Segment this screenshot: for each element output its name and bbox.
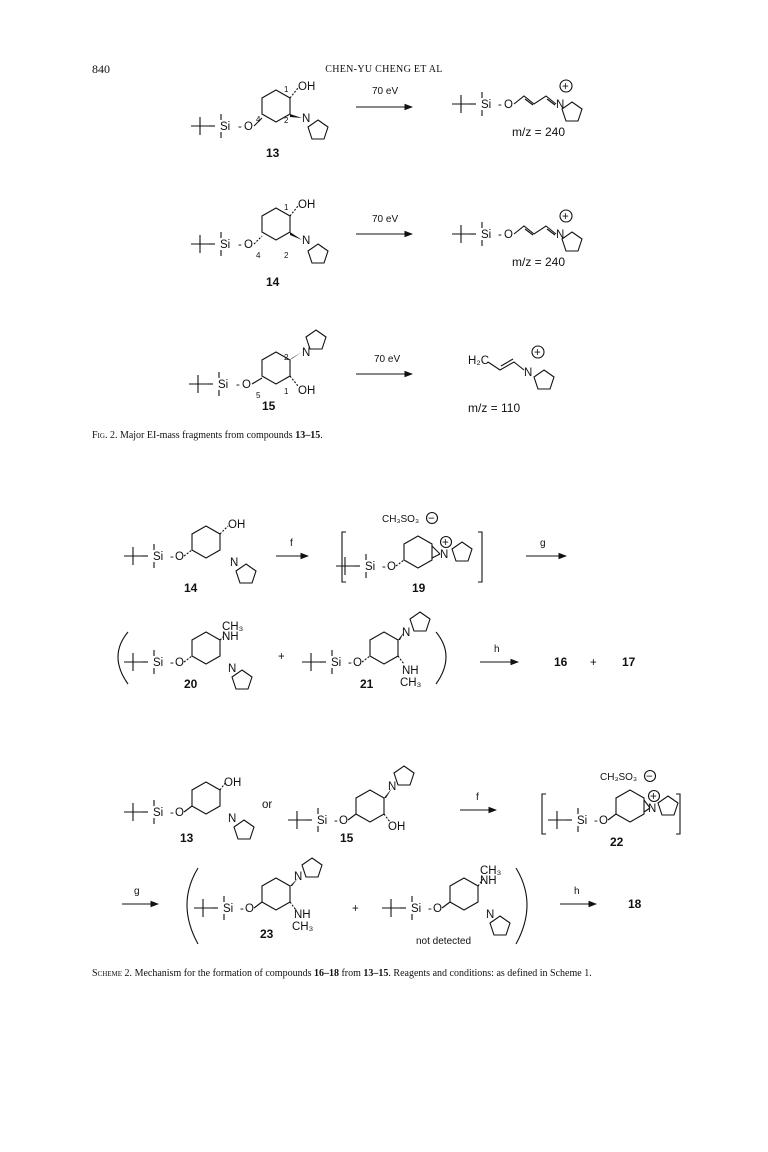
scheme-compound-15: 15 bbox=[340, 831, 354, 845]
scheme-compound-23: 23 bbox=[260, 927, 274, 941]
svg-text:Si: Si bbox=[153, 551, 164, 563]
svg-text:Si: Si bbox=[577, 815, 588, 827]
svg-text:Si: Si bbox=[411, 903, 422, 915]
oh-label: OH bbox=[298, 81, 316, 93]
compound-13: 13 bbox=[266, 146, 280, 160]
scheme-compound-13: 13 bbox=[180, 831, 194, 845]
svg-text:N: N bbox=[230, 557, 239, 569]
scheme-compound-22: 22 bbox=[610, 835, 624, 849]
svg-text:N: N bbox=[524, 367, 533, 379]
svg-text:O: O bbox=[175, 657, 184, 669]
svg-text:-: - bbox=[348, 657, 352, 669]
svg-text:O: O bbox=[433, 903, 442, 915]
svg-text:Si: Si bbox=[223, 903, 234, 915]
svg-text:N: N bbox=[440, 549, 449, 561]
svg-text:-: - bbox=[170, 551, 174, 563]
svg-text:−: − bbox=[646, 771, 653, 783]
svg-text:O: O bbox=[175, 551, 184, 563]
svg-text:NH: NH bbox=[222, 631, 239, 643]
svg-text:-: - bbox=[170, 657, 174, 669]
scheme-compound-17: 17 bbox=[622, 655, 636, 669]
svg-text:Si: Si bbox=[365, 561, 376, 573]
svg-text:O: O bbox=[242, 379, 251, 391]
svg-text:-: - bbox=[498, 229, 502, 241]
svg-text:N: N bbox=[648, 803, 657, 815]
svg-text:+: + bbox=[442, 537, 449, 549]
scheme-compound-20: 20 bbox=[184, 677, 198, 691]
svg-text:2: 2 bbox=[284, 116, 289, 125]
svg-text:Si: Si bbox=[481, 99, 492, 111]
svg-text:Si: Si bbox=[153, 807, 164, 819]
svg-text:5: 5 bbox=[256, 391, 261, 400]
svg-text:O: O bbox=[504, 99, 513, 111]
fig2-row-14 bbox=[191, 199, 582, 289]
mz-110: m/z = 110 bbox=[468, 401, 521, 415]
or-label: or bbox=[262, 799, 273, 811]
svg-text:N: N bbox=[228, 663, 237, 675]
mz-240: m/z = 240 bbox=[512, 125, 566, 139]
svg-text:-: - bbox=[170, 807, 174, 819]
scheme2-step3 bbox=[124, 766, 680, 849]
svg-text:+: + bbox=[278, 651, 285, 663]
svg-text:-: - bbox=[240, 903, 244, 915]
svg-text:-: - bbox=[334, 815, 338, 827]
svg-text:N: N bbox=[486, 909, 495, 921]
scheme-compound-21: 21 bbox=[360, 677, 374, 691]
scheme2-caption: Scheme 2. Mechanism for the formation of compounds 16–18 from 13–15. Reagents and conditions: as defined in Scheme 1. bbox=[92, 968, 592, 979]
condition-70ev: 70 eV bbox=[372, 86, 399, 97]
compound-15: 15 bbox=[262, 399, 276, 413]
svg-text:+: + bbox=[562, 81, 569, 93]
svg-text:O: O bbox=[339, 815, 348, 827]
svg-text:CH₃: CH₃ bbox=[480, 865, 502, 877]
fig2-row-15 bbox=[189, 330, 554, 415]
svg-text:OH: OH bbox=[298, 385, 316, 397]
svg-text:f: f bbox=[476, 792, 479, 803]
svg-text:-: - bbox=[594, 815, 598, 827]
svg-text:1: 1 bbox=[284, 387, 289, 396]
running-title: CHEN-YU CHENG ET AL bbox=[325, 64, 443, 75]
svg-text:Si: Si bbox=[331, 657, 342, 669]
svg-text:4: 4 bbox=[256, 115, 261, 124]
svg-text:NH: NH bbox=[402, 665, 419, 677]
svg-text:+: + bbox=[590, 657, 597, 669]
scheme-compound-18: 18 bbox=[628, 897, 642, 911]
svg-text:-: - bbox=[238, 239, 242, 251]
svg-text:-: - bbox=[238, 121, 242, 133]
svg-text:+: + bbox=[534, 347, 541, 359]
fig2-row-13 bbox=[191, 80, 582, 160]
svg-text:OH: OH bbox=[228, 519, 246, 531]
scheme-compound-14: 14 bbox=[184, 581, 198, 595]
svg-text:O: O bbox=[244, 239, 253, 251]
svg-text:CH₃: CH₃ bbox=[400, 677, 422, 689]
svg-text:NH: NH bbox=[480, 875, 497, 887]
reagent-f: f bbox=[290, 538, 293, 549]
scheme-compound-19: 19 bbox=[412, 581, 426, 595]
svg-text:O: O bbox=[245, 903, 254, 915]
svg-text:O: O bbox=[504, 229, 513, 241]
counterion-19: CH₃SO₃ bbox=[382, 514, 420, 525]
svg-text:N: N bbox=[556, 229, 565, 241]
svg-text:OH: OH bbox=[224, 777, 242, 789]
svg-text:1: 1 bbox=[284, 85, 289, 94]
compound-14: 14 bbox=[266, 275, 280, 289]
svg-text:OH: OH bbox=[388, 821, 406, 833]
svg-text:Si: Si bbox=[317, 815, 328, 827]
svg-text:Si: Si bbox=[218, 379, 229, 391]
svg-text:O: O bbox=[387, 561, 396, 573]
svg-text:g: g bbox=[134, 886, 140, 897]
svg-text:OH: OH bbox=[298, 199, 316, 211]
not-detected-label: not detected bbox=[416, 936, 472, 947]
svg-text:Si: Si bbox=[220, 239, 231, 251]
svg-text:1: 1 bbox=[284, 203, 289, 212]
svg-text:-: - bbox=[498, 99, 502, 111]
fig2-caption: Fig. 2. Major EI-mass fragments from compounds 13–15. bbox=[92, 430, 323, 441]
reagent-g: g bbox=[540, 538, 546, 549]
svg-text:4: 4 bbox=[256, 251, 261, 260]
o-atom: O bbox=[244, 121, 253, 133]
svg-text:N: N bbox=[228, 813, 237, 825]
svg-text:-: - bbox=[236, 379, 240, 391]
svg-text:Si: Si bbox=[481, 229, 492, 241]
svg-text:N: N bbox=[402, 627, 411, 639]
svg-text:+: + bbox=[352, 903, 359, 915]
scheme2-step2 bbox=[118, 612, 636, 691]
svg-text:2: 2 bbox=[284, 353, 289, 362]
scheme-compound-16: 16 bbox=[554, 655, 568, 669]
svg-text:Si: Si bbox=[153, 657, 164, 669]
svg-text:N: N bbox=[302, 347, 311, 359]
svg-text:m/z = 240: m/z = 240 bbox=[512, 255, 566, 269]
svg-text:N: N bbox=[302, 113, 311, 125]
h2c-label: H₂C bbox=[468, 355, 490, 367]
svg-text:N: N bbox=[388, 781, 397, 793]
reagent-h: h bbox=[494, 644, 500, 655]
svg-text:70 eV: 70 eV bbox=[372, 214, 399, 225]
svg-text:CH₃: CH₃ bbox=[222, 621, 244, 633]
svg-text:N: N bbox=[556, 99, 565, 111]
scheme2-step1 bbox=[124, 513, 566, 596]
svg-text:N: N bbox=[302, 235, 311, 247]
svg-text:-: - bbox=[382, 561, 386, 573]
svg-text:O: O bbox=[353, 657, 362, 669]
svg-text:h: h bbox=[574, 886, 580, 897]
svg-text:70 eV: 70 eV bbox=[374, 354, 401, 365]
page-number: 840 bbox=[92, 62, 110, 76]
scheme2-step4 bbox=[122, 858, 642, 947]
svg-text:-: - bbox=[428, 903, 432, 915]
svg-text:2: 2 bbox=[284, 251, 289, 260]
svg-text:O: O bbox=[599, 815, 608, 827]
svg-text:−: − bbox=[428, 513, 435, 525]
svg-text:N: N bbox=[294, 871, 303, 883]
svg-text:O: O bbox=[175, 807, 184, 819]
counterion-22: CH₃SO₃ bbox=[600, 772, 638, 783]
svg-text:CH₃: CH₃ bbox=[292, 921, 314, 933]
svg-text:+: + bbox=[562, 211, 569, 223]
svg-text:NH: NH bbox=[294, 909, 311, 921]
si-atom: Si bbox=[220, 121, 231, 133]
svg-text:+: + bbox=[650, 791, 657, 803]
